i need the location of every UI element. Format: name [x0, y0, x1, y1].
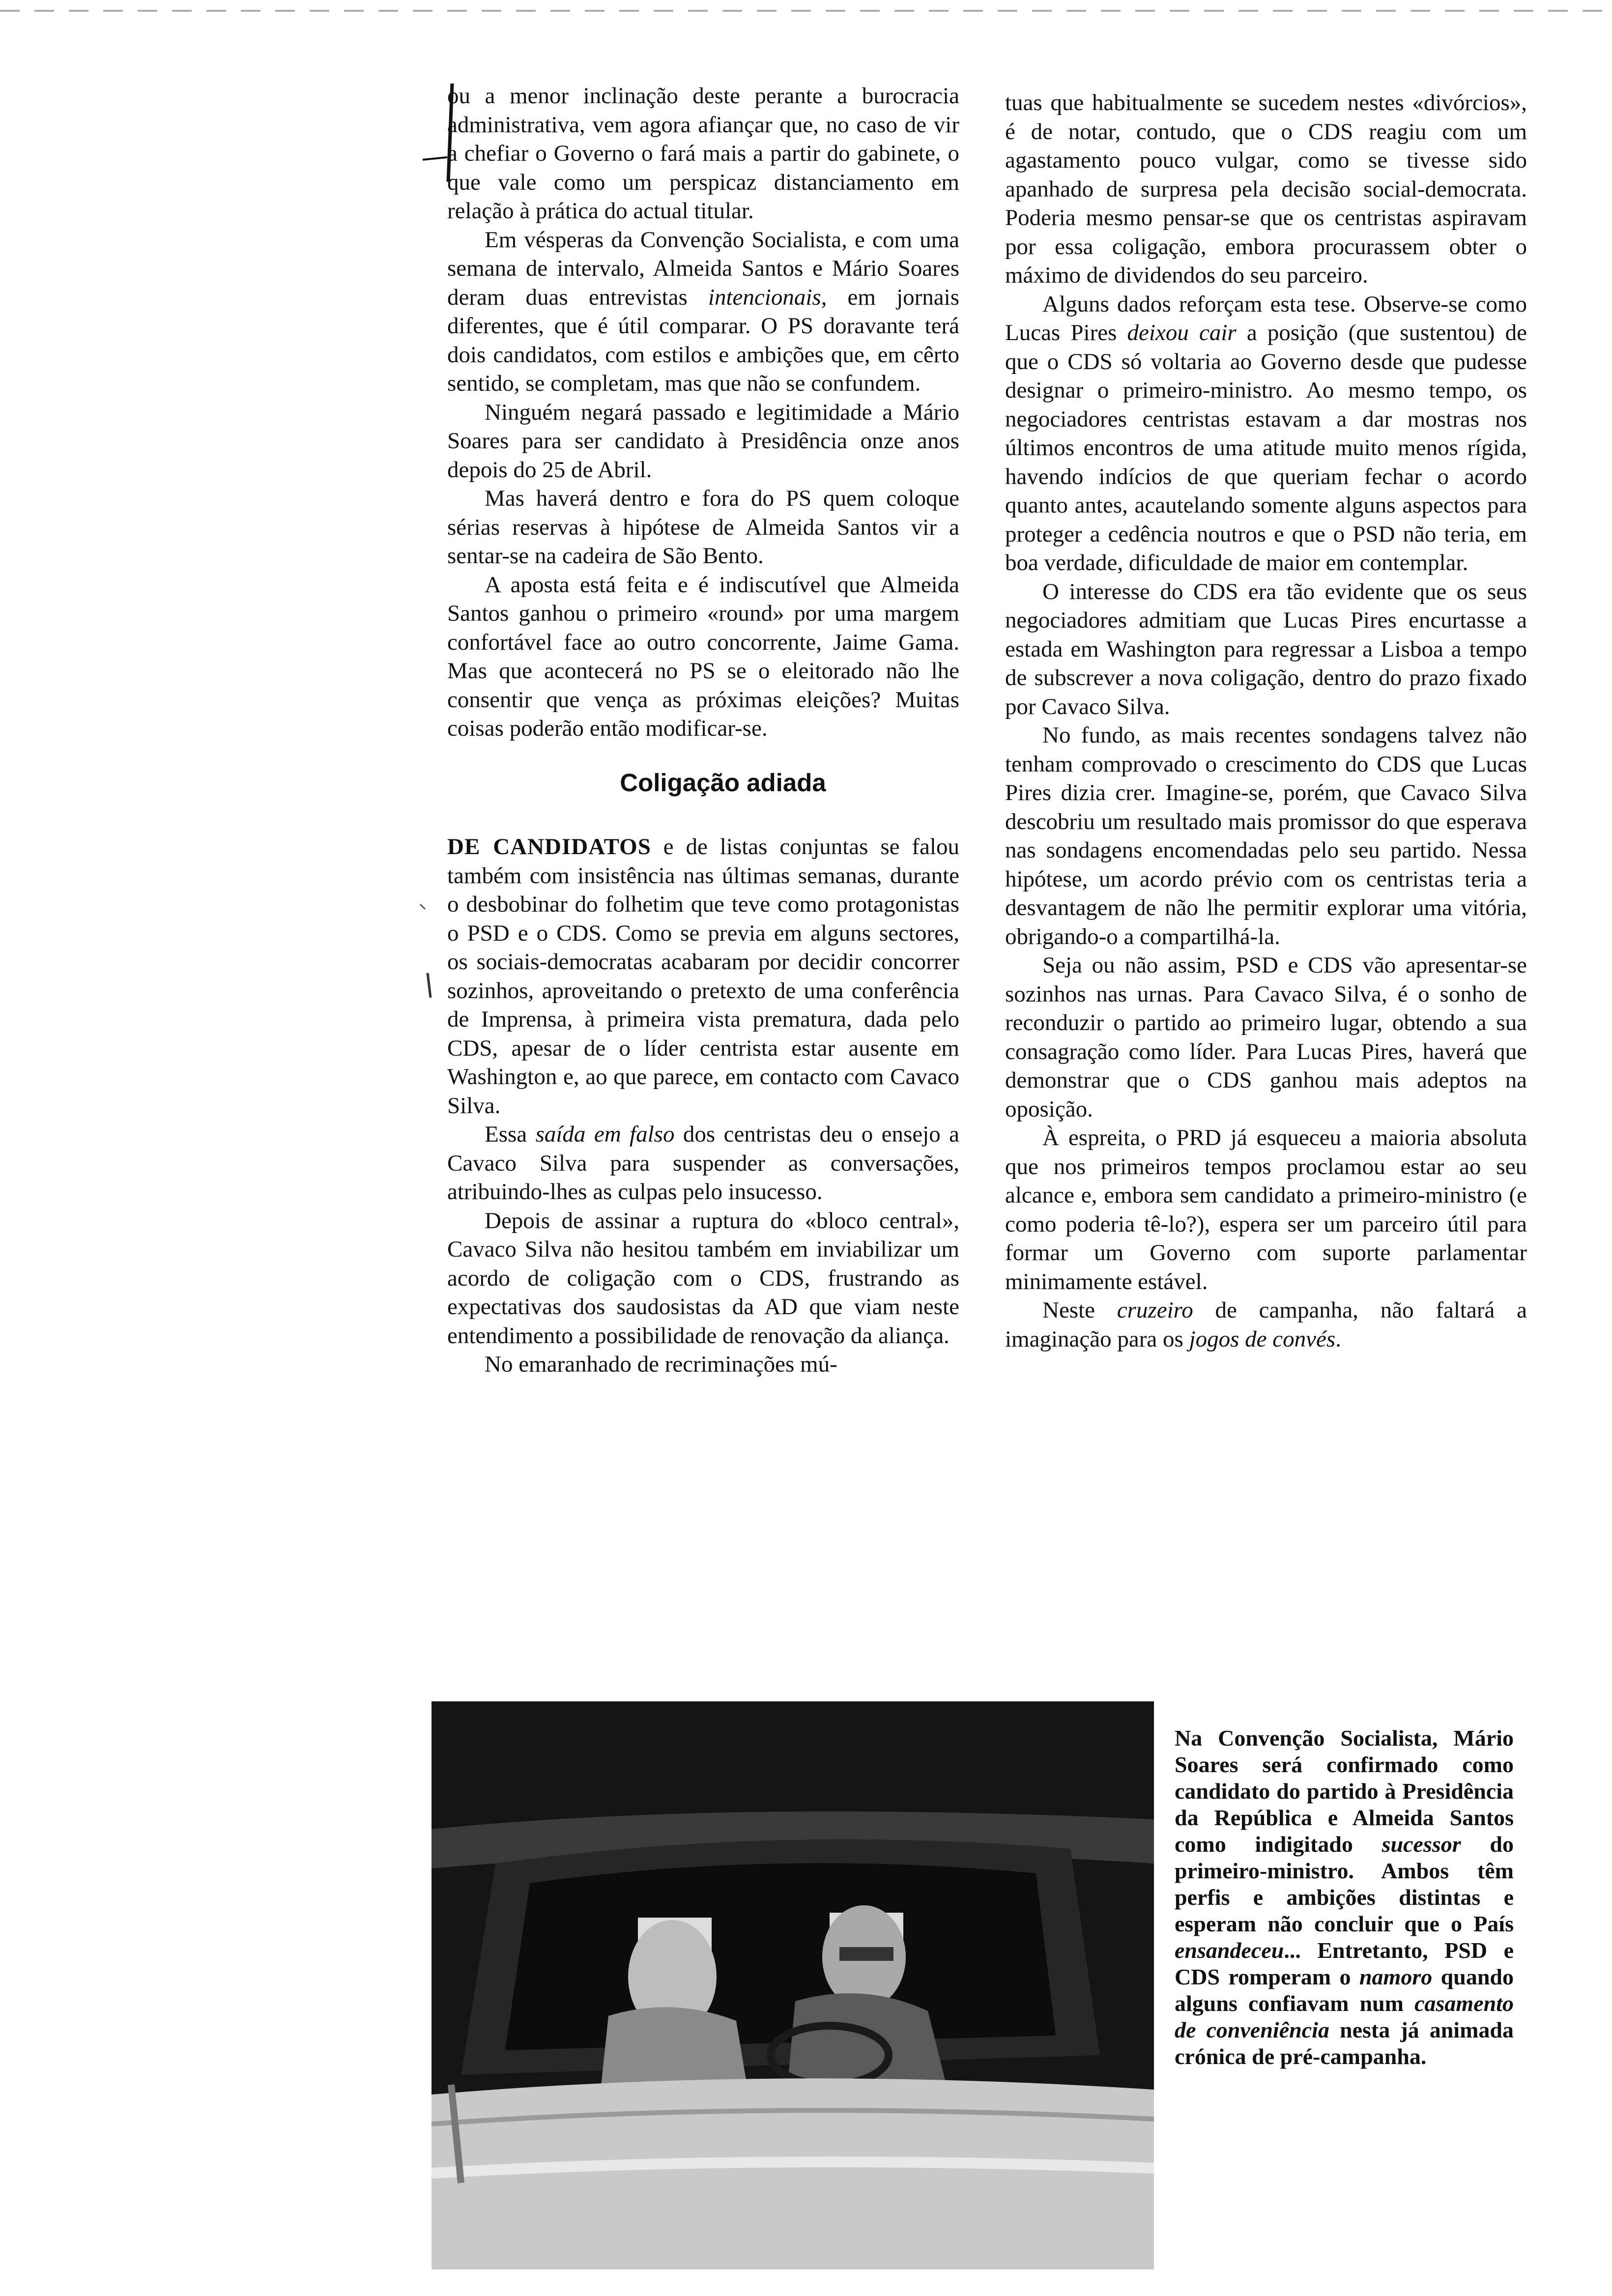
paragraph: Mas haverá dentro e fora do PS quem coloque sérias reservas à hipótese de Almeida Santos vir a sentar-se na cadeira de São Bento. — [447, 486, 959, 569]
paragraph: No emaranhado de recriminações mú- — [485, 1351, 837, 1377]
paragraph: A aposta está feita e é indiscutível que Almeida Santos ganhou o primeiro «round» por uma margem confortável face ao outro concorrente, Jaime Gama. Mas que acontecerá no PS se o eleitorado não lhe consentir que vença as próximas eleições? Muitas coisas poderão então modificar-se. — [447, 572, 959, 741]
paragraph: À espreita, o PRD já esqueceu a maioria absoluta que nos primeiros tempos proclamou estar ao seu alcance e, embora sem candidato a primeiro-ministro (e como poderia tê-lo?), espera ser um parceiro útil para formar um Governo com suporte parlamentar minimamente estável. — [1005, 1125, 1527, 1294]
car-illustration — [432, 1701, 1154, 2269]
paragraph: Alguns dados reforçam esta tese. Observe-se como Lucas Pires deixou cair a posição (que sustentou) de que o CDS só voltaria ao Governo desde que pudesse designar o primeiro-ministro. Ao mesmo tempo, os negociadores centristas estavam a dar mostras nos últimos encontros de uma atitude muito menos rígida, havendo indícios de que queriam fechar o acordo quanto antes, acautelando somente alguns aspectos para proteger a cedência noutros e que o PSD não teria, em boa verdade, dificuldade de maior em contemplar. — [1005, 291, 1527, 575]
news-photo-car — [432, 1701, 1154, 2269]
paragraph: ou a menor inclinação deste perante a burocracia administrativa, vem agora afiançar que, no caso de vir a chefiar o Governo o fará mais a partir do gabinete, o que vale como um perspicaz distanciamento em relação à prática do actual titular. — [447, 83, 959, 224]
right-column — [1005, 88, 1527, 1353]
paragraph: Em vésperas da Convenção Socialista, e com uma semana de intervalo, Almeida Santos e Mário Soares deram duas entrevistas intencionais, em jornais diferentes, que é útil comparar. O PS doravante terá dois candidatos, com estilos e ambições que, em cêrto sentido, se completam, mas que não se confundem. — [447, 227, 959, 396]
paragraph: Neste cruzeiro de campanha, não faltará a imaginação para os jogos de convés. — [1005, 1297, 1527, 1352]
paragraph: Ninguém negará passado e legitimidade a Mário Soares para ser candidato à Presidência onze anos depois do 25 de Abril. — [447, 399, 959, 483]
paragraph: tuas que habitualmente se sucedem nestes «divórcios», é de notar, contudo, que o CDS reagiu com um agastamento pouco vulgar, como se tivesse sido apanhado de surpresa pela decisão social-democrata. Poderia mesmo pensar-se que os centristas aspiravam por essa coligação, embora procurassem obter o máximo de dividendos do seu parceiro. — [1005, 90, 1527, 288]
top-edge-rule — [0, 10, 1612, 12]
section-subheading: Coligação adiada — [620, 768, 826, 797]
left-column — [447, 82, 959, 1379]
paragraph: No fundo, as mais recentes sondagens talvez não tenham comprovado o crescimento do CDS que Lucas Pires dizia crer. Imagine-se, porém, que Cavaco Silva descobriu um resultado mais promissor do que esperava nas sondagens encomendadas pelo seu partido. Nessa hipótese, um acordo prévio com os centristas teria a desvantagem de não lhe permitir explorar uma vitória, obrigando-o a compartilhá-la. — [1005, 722, 1527, 949]
paragraph: Seja ou não assim, PSD e CDS vão apresentar-se sozinhos nas urnas. Para Cavaco Silva, é o sonho de reconduzir o partido ao primeiro lugar, obtendo a sua consagração como líder. Para Lucas Pires, haverá que demonstrar que o CDS ganhou mais adeptos na oposição. — [1005, 952, 1527, 1122]
paragraph: Depois de assinar a ruptura do «bloco central», Cavaco Silva não hesitou também em inviabilizar um acordo de coligação com o CDS, frustrando as expectativas dos saudosistas da AD que viam neste entendimento a possibilidade de renovação da aliança. — [447, 1207, 959, 1349]
margin-scan-marks — [413, 74, 472, 1057]
paragraph: Essa saída em falso dos centristas deu o ensejo a Cavaco Silva para suspender as conversações, atribuindo-lhes as culpas pelo insucesso. — [447, 1121, 960, 1205]
paragraph: O interesse do CDS era tão evidente que os seus negociadores admitiam que Lucas Pires encurtasse a estada em Washington para regressar a Lisboa a tempo de subscrever a nova coligação, dentro do prazo fixado por Cavaco Silva. — [1005, 578, 1527, 719]
photo-caption: Na Convenção Socialista, Mário Soares será confirmado como candidato do partido à Presidência da República e Almeida Santos como indigitado sucessor do primeiro-ministro. Ambos têm perfis e ambições distintas e esperam não concluir que o País ensandeceu... Entretanto, PSD e CDS romperam o namoro quando alguns confiavam num casamento de conveniência nesta já animada crónica de pré-campanha. — [1175, 1725, 1514, 2069]
paragraph: DE CANDIDATOS e de listas conjuntas se falou também com insistência nas últimas semanas, durante o desbobinar do folhetim que teve como protagonistas o PSD e o CDS. Como se previa em alguns sectores, os sociais-democratas acabaram por decidir concorrer sozinhos, aproveitando o pretexto de uma conferência de Imprensa, à primeira vista prematura, dada pelo CDS, apesar de o líder centrista estar ausente em Washington e, ao que parece, em contacto com Cavaco Silva. — [447, 834, 959, 1119]
